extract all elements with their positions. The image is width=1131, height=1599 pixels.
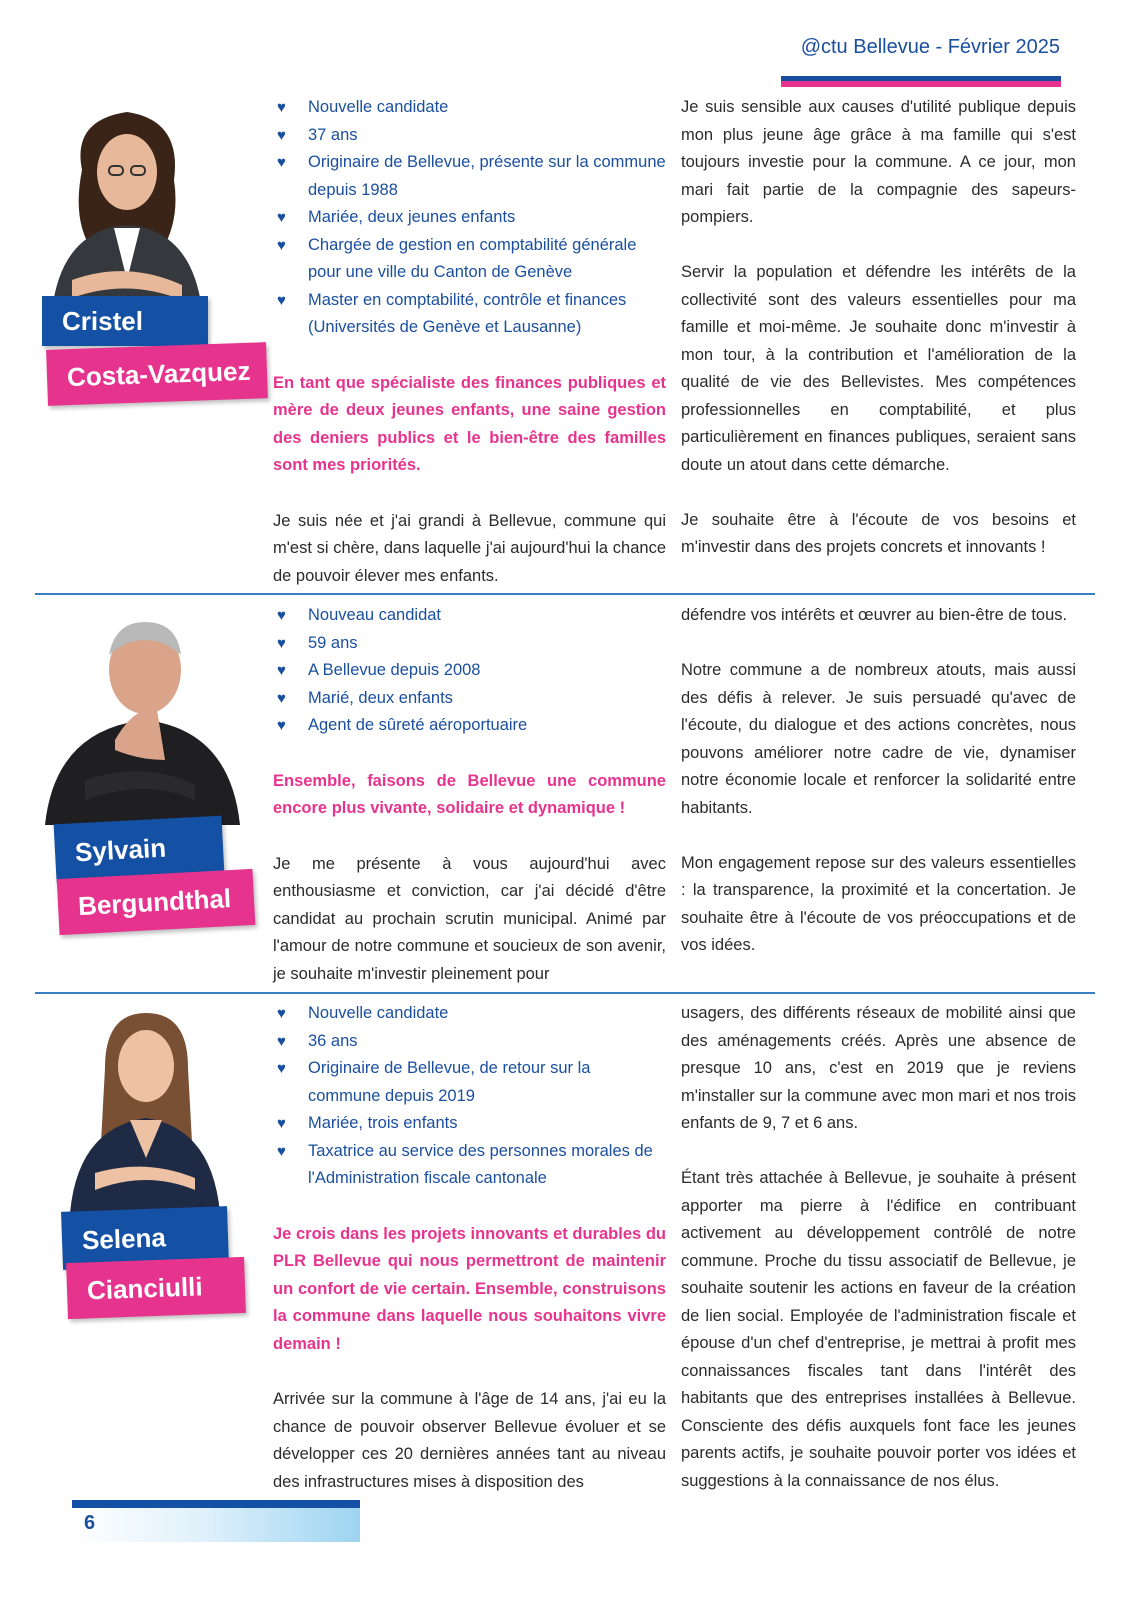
page-number: 6 xyxy=(84,1512,96,1534)
list-item: ♥ Originaire de Bellevue, de retour sur la commune depuis 2019 xyxy=(273,1055,666,1110)
statement-paragraph: Mon engagement repose sur des valeurs essentielles : la transparence, la proximité et la concertation. Je souhaite être à l'écoute de vos préoccupations et de vos idées. xyxy=(681,853,1076,954)
candidate-intro-text: Je suis née et j'ai grandi à Bellevue, commune qui m'est si chère, dans laquelle j'ai aujourd'hui la chance de pouvoir élever mes enfants. xyxy=(273,511,666,585)
statement-paragraph: Étant très attachée à Bellevue, je souhaite à présent apporter ma pierre à l'édifice en contribuant activement au développement contrôlé de notre commune. Proche du tissu associatif de Bellevue, je souhaite soutenir les actions en faveur de la création de lien social. Employée de l'administration fiscale et épouse d'un chef d'entreprise, je mettrai à profit mes connaissances fiscales tant dans l'intérêt des habitants que des entreprises installées à Bellevue. Consciente des défis auxquels font face les jeunes parents actifs, je souhaite pouvoir porter vos idées et suggestions à la connaissance de nos élus. xyxy=(681,1169,1076,1490)
heart-icon: ♥ xyxy=(277,1115,286,1132)
heart-icon: ♥ xyxy=(277,1060,286,1077)
heart-icon: ♥ xyxy=(277,1005,286,1022)
candidate-photo xyxy=(45,610,240,825)
candidate-details-column xyxy=(273,602,666,1005)
list-item: ♥ 36 ans xyxy=(273,1028,666,1056)
candidate-facts-list xyxy=(273,94,666,342)
candidate-details-column xyxy=(273,1000,666,1513)
section-divider xyxy=(35,593,1095,595)
statement-paragraph: Je souhaite être à l'écoute de vos besoins et m'investir dans des projets concrets et innovants ! xyxy=(681,510,1076,556)
heart-icon: ♥ xyxy=(277,662,286,679)
section-divider xyxy=(35,992,1095,994)
candidate-details-column xyxy=(273,94,666,607)
candidate-quote: Je crois dans les projets innovants et durables du PLR Bellevue qui nous permettront de maintenir un confort de vie certain. Ensemble, construisons la commune dans laquelle nous souhaitons vivre demain ! xyxy=(273,1224,666,1353)
heart-icon: ♥ xyxy=(277,291,286,309)
header-title: @ctu Bellevue - Février 2025 xyxy=(800,36,1060,58)
list-item: ♥ Nouveau candidat xyxy=(273,602,666,630)
candidate-statement-column xyxy=(681,1000,1076,1495)
candidate-last-name: Cianciulli xyxy=(66,1257,246,1319)
candidate-quote: En tant que spécialiste des finances publiques et mère de deux jeunes enfants, une saine gestion des deniers publics et le bien-être des familles sont mes priorités. xyxy=(273,373,666,474)
candidate-quote: Ensemble, faisons de Bellevue une commune encore plus vivante, solidaire et dynamique ! xyxy=(273,771,666,817)
list-item: ♥ Nouvelle candidate xyxy=(273,94,666,122)
header-divider-pink xyxy=(781,81,1061,87)
candidate-photo xyxy=(42,100,212,310)
heart-icon: ♥ xyxy=(277,1142,286,1160)
heart-icon: ♥ xyxy=(277,209,286,226)
candidate-first-name: Sylvain xyxy=(54,816,225,883)
candidate-photo xyxy=(70,1008,220,1213)
candidate-intro-text: Arrivée sur la commune à l'âge de 14 ans, j'ai eu la chance de pouvoir observer Bellevue évoluer et se développer ces 20 dernières années tant au niveau des infrastructures mises à disposition des xyxy=(273,1390,666,1491)
list-item: ♥ Taxatrice au service des personnes morales de l'Administration fiscale cantonale xyxy=(273,1138,666,1193)
list-item: ♥ Marié, deux enfants xyxy=(273,685,666,713)
heart-icon: ♥ xyxy=(277,126,286,144)
candidate-facts-list xyxy=(273,1000,666,1193)
heart-icon: ♥ xyxy=(277,689,286,707)
statement-paragraph: Servir la population et défendre les intérêts de la collectivité sont des valeurs essentielles pour ma famille et moi-même. Je souhaite donc m'investir à mon tour, à la contribution et l'amélioration de la qualité de vie des Bellevistes. Mes compétences professionnelles en comptabilité, et plus particulièrement en finances publiques, seraient sans doute un atout dans cette démarche. xyxy=(681,263,1076,474)
statement-paragraph: défendre vos intérêts et œuvrer au bien-être de tous. xyxy=(681,606,1068,624)
candidate-first-name: Selena xyxy=(61,1206,229,1270)
heart-icon: ♥ xyxy=(277,1032,286,1050)
heart-icon: ♥ xyxy=(277,236,286,254)
heart-icon: ♥ xyxy=(277,607,286,624)
statement-paragraph: Notre commune a de nombreux atouts, mais aussi des défis à relever. Je suis persuadé qu'avec de l'écoute, du dialogue et des actions concrètes, nous pouvons améliorer notre cadre de vie, dynamiser notre économie locale et renforcer la solidarité entre habitants. xyxy=(681,661,1076,817)
heart-icon: ♥ xyxy=(277,99,286,116)
candidate-statement-column xyxy=(681,94,1076,562)
list-item: ♥ Nouvelle candidate xyxy=(273,1000,666,1028)
statement-paragraph: Je suis sensible aux causes d'utilité publique depuis mon plus jeune âge grâce à ma famille qui s'est toujours investie pour la commune. A ce jour, mon mari fait partie de la compagnie des sapeurs-pompiers. xyxy=(681,98,1076,226)
heart-icon: ♥ xyxy=(277,634,286,652)
list-item: ♥ 59 ans xyxy=(273,630,666,658)
candidate-statement-column xyxy=(681,602,1076,960)
candidate-last-name: Bergundthal xyxy=(57,869,256,935)
heart-icon: ♥ xyxy=(277,154,286,171)
list-item: ♥ Mariée, deux jeunes enfants xyxy=(273,204,666,232)
list-item: ♥ Master en comptabilité, contrôle et finances (Universités de Genève et Lausanne) xyxy=(273,287,666,342)
heart-icon: ♥ xyxy=(277,717,286,734)
list-item: ♥ Chargée de gestion en comptabilité générale pour une ville du Canton de Genève xyxy=(273,232,666,287)
list-item: ♥ Originaire de Bellevue, présente sur la commune depuis 1988 xyxy=(273,149,666,204)
list-item: ♥ A Bellevue depuis 2008 xyxy=(273,657,666,685)
statement-paragraph: usagers, des différents réseaux de mobilité ainsi que des aménagements créés. Après une absence de presque 10 ans, c'est en 2019 que je reviens m'installer sur la commune avec mon mari et nos trois enfants de 9, 7 et 6 ans. xyxy=(681,1004,1076,1132)
list-item: ♥ 37 ans xyxy=(273,122,666,150)
footer-bar xyxy=(72,1500,360,1508)
candidate-facts-list xyxy=(273,602,666,740)
list-item: ♥ Agent de sûreté aéroportuaire xyxy=(273,712,666,740)
footer-page-box xyxy=(72,1508,360,1542)
candidate-first-name: Cristel xyxy=(42,296,208,346)
candidate-intro-text: Je me présente à vous aujourd'hui avec enthousiasme et conviction, car j'ai décidé d'être candidat au prochain scrutin municipal. Animé par l'amour de notre commune et soucieux de son avenir, je souhaite m'investir pleinement pour xyxy=(273,854,666,983)
list-item: ♥ Mariée, trois enfants xyxy=(273,1110,666,1138)
candidate-last-name: Costa-Vazquez xyxy=(46,342,268,406)
